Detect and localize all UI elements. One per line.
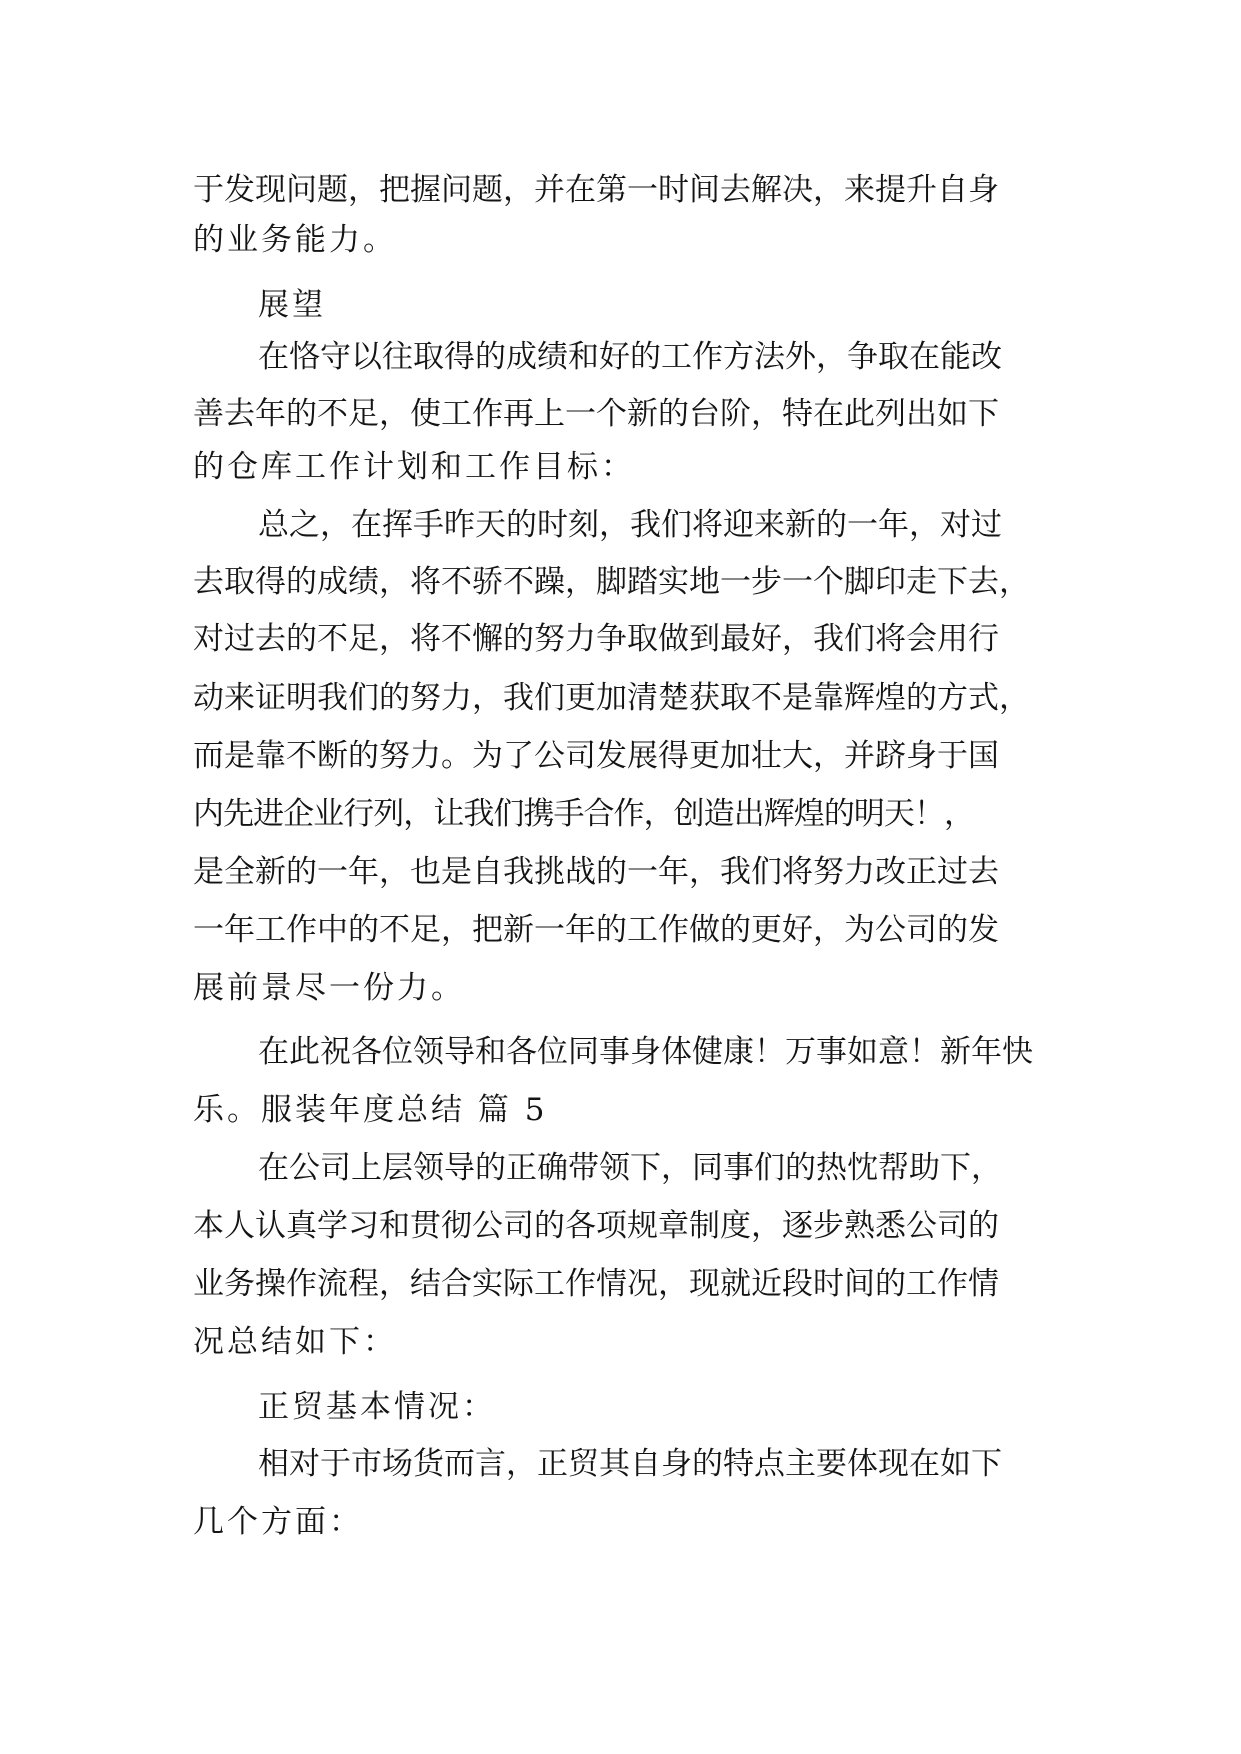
body-line: 对过去的不足，将不懈的努力争取做到最好，我们将会用行 [193,621,999,657]
body-line: 在此祝各位领导和各位同事身体健康！万事如意！新年快 [258,1034,1033,1070]
body-line: 的仓库工作计划和工作目标： [193,449,635,485]
body-line: 业务操作流程，结合实际工作情况，现就近段时间的工作情 [193,1266,999,1302]
body-line: 动来证明我们的努力，我们更加清楚获取不是靠辉煌的方式， [193,680,1030,716]
section-heading: 展望 [258,287,326,323]
body-line: 相对于市场货而言，正贸其自身的特点主要体现在如下 [258,1446,1002,1482]
body-line: 本人认真学习和贯彻公司的各项规章制度，逐步熟悉公司的 [193,1208,999,1244]
section-heading: 正贸基本情况： [258,1389,496,1425]
body-line: 在恪守以往取得的成绩和好的工作方法外，争取在能改 [258,339,1002,375]
body-line: 在公司上层领导的正确带领下，同事们的热忱帮助下， [258,1150,1002,1186]
body-line: 内先进企业行列，让我们携手合作，创造出辉煌的明天！， [193,796,975,832]
body-line: 况总结如下： [193,1324,397,1360]
body-line: 善去年的不足，使工作再上一个新的台阶，特在此列出如下 [193,396,999,432]
body-line: 而是靠不断的努力。为了公司发展得更加壮大，并跻身于国 [193,738,999,774]
body-line: 的业务能力。 [193,222,397,258]
body-line: 展前景尽一份力。 [193,970,465,1006]
body-line: 乐。服装年度总结 篇 5 [193,1092,548,1128]
body-line: 一年工作中的不足，把新一年的工作做的更好，为公司的发 [193,912,999,948]
body-line: 总之，在挥手昨天的时刻，我们将迎来新的一年，对过 [258,507,1002,543]
body-line: 于发现问题，把握问题，并在第一时间去解决，来提升自身 [193,172,999,208]
body-line: 是全新的一年，也是自我挑战的一年，我们将努力改正过去 [193,854,999,890]
body-line: 去取得的成绩，将不骄不躁，脚踏实地一步一个脚印走下去， [193,564,1030,600]
body-line: 几个方面： [193,1504,363,1540]
